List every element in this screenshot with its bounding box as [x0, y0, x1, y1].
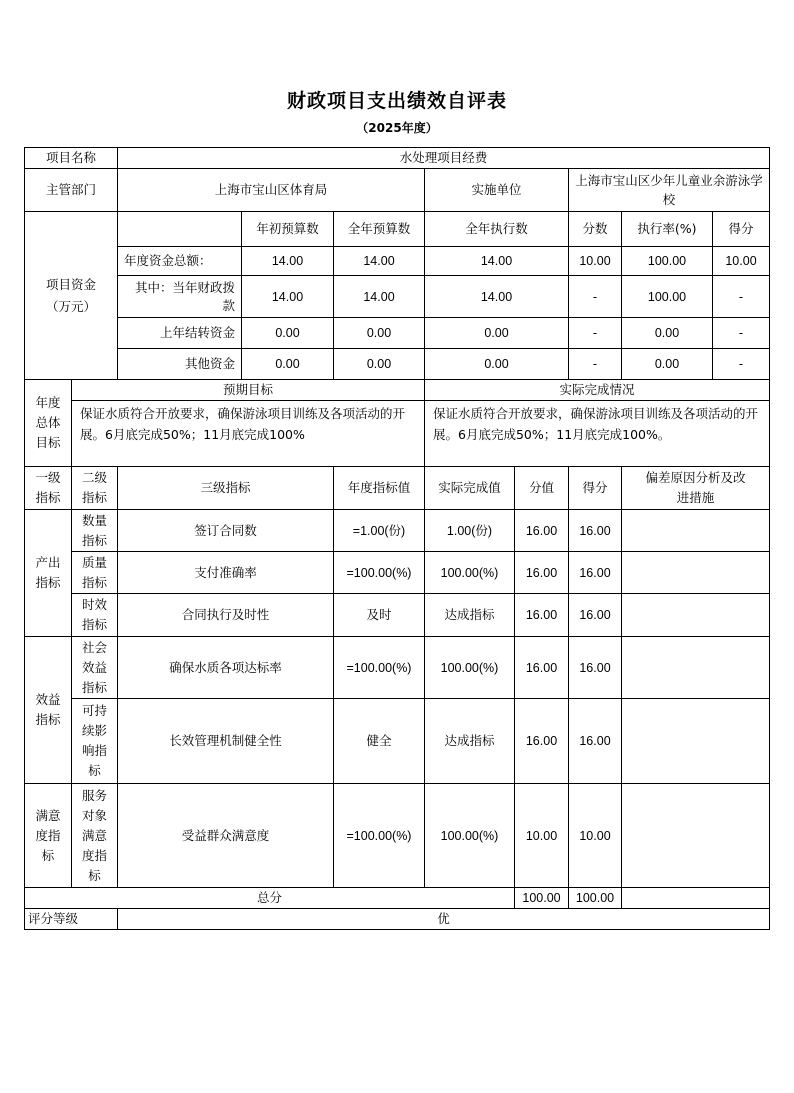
funds-cell: 0.00 [241, 348, 334, 380]
benefit-row-l2-text: 社会效益指标 [81, 639, 107, 695]
benefit-row-l2 [71, 636, 118, 699]
funds-cell: - [568, 348, 622, 380]
satisfaction-row-score: 10.00 [568, 783, 622, 888]
output-row-value: 16.00 [514, 551, 569, 594]
funds-cell: - [712, 317, 770, 349]
funds-cell: 0.00 [424, 348, 569, 380]
benefit-row-target: 健全 [333, 698, 425, 784]
funds-cell: 10.00 [712, 246, 770, 276]
output-row-l3: 支付准确率 [117, 551, 334, 594]
benefit-row-actual: 达成指标 [424, 698, 515, 784]
funds-cell: - [568, 317, 622, 349]
goals-actual-header: 实际完成情况 [424, 379, 770, 401]
output-row-actual: 1.00(份) [424, 509, 515, 552]
benefit-row-score: 16.00 [568, 698, 622, 784]
funds-row-name [117, 275, 242, 318]
output-row-value: 16.00 [514, 593, 569, 637]
output-row-deviation [621, 593, 770, 637]
funds-header-initial: 年初预算数 [241, 211, 334, 247]
impl-value: 上海市宝山区少年儿童业余游泳学校 [568, 168, 770, 212]
ind-header-score-value: 分值 [514, 466, 569, 510]
funds-cell: - [712, 275, 770, 318]
ind-header-deviation-text: 偏差原因分析及改进措施 [645, 470, 746, 505]
output-row-l2-text: 质量指标 [81, 554, 107, 590]
benefit-row-target: =100.00(%) [333, 636, 425, 699]
funds-cell: 100.00 [621, 275, 713, 318]
funds-cell: 0.00 [333, 348, 425, 380]
year-subtitle: （2025年度） [356, 121, 438, 135]
benefit-row-deviation [621, 636, 770, 699]
benefit-row-l2-text: 可持续影响指标 [81, 703, 107, 778]
benefit-row-l2 [71, 698, 118, 784]
benefit-row-value: 16.00 [514, 698, 569, 784]
goals-actual-text: 保证水质符合开放要求，确保游泳项目训练及各项活动的开展。6月底完成50%；11月底完成100%。 [424, 400, 770, 467]
output-row-target: 及时 [333, 593, 425, 637]
funds-header-score: 得分 [712, 211, 770, 247]
ind-header-score: 得分 [568, 466, 622, 510]
satisfaction-row-deviation [621, 783, 770, 888]
satisfaction-row-l2-text: 服务对象满意度指标 [81, 787, 107, 883]
funds-header-points: 分数 [568, 211, 622, 247]
output-row-l3: 签订合同数 [117, 509, 334, 552]
goals-expected-text: 保证水质符合开放要求，确保游泳项目训练及各项活动的开展。6月底完成50%；11月底完成100% [71, 400, 425, 467]
funds-cell: 0.00 [333, 317, 425, 349]
funds-cell: 0.00 [621, 317, 713, 349]
funds-label [24, 211, 118, 380]
output-row-actual: 100.00(%) [424, 551, 515, 594]
funds-cell: 0.00 [621, 348, 713, 380]
satisfaction-row-target: =100.00(%) [333, 783, 425, 888]
goals-label [24, 379, 72, 467]
funds-cell: 14.00 [424, 275, 569, 318]
output-row-l2-text: 时效指标 [81, 597, 107, 632]
grade-label: 评分等级 [24, 908, 118, 930]
funds-row-name-text: 其中：当年财政拨款 [134, 279, 235, 313]
output-row-l2-text: 数量指标 [81, 512, 107, 548]
project-name-value: 水处理项目经费 [117, 147, 770, 169]
ind-header-l2-text: 二级指标 [81, 470, 107, 505]
page-title: 财政项目支出绩效自评表 [286, 90, 507, 112]
funds-cell: 0.00 [241, 317, 334, 349]
funds-header-rate: 执行率(%) [621, 211, 713, 247]
ind-header-l2 [71, 466, 118, 510]
output-row-l3: 合同执行及时性 [117, 593, 334, 637]
output-row-l2 [71, 551, 118, 594]
output-row-score: 16.00 [568, 509, 622, 552]
benefit-row-value: 16.00 [514, 636, 569, 699]
funds-cell: 10.00 [568, 246, 622, 276]
total-deviation-blank [621, 887, 770, 909]
output-row-score: 16.00 [568, 551, 622, 594]
funds-header-full: 全年预算数 [333, 211, 425, 247]
funds-cell: 14.00 [241, 246, 334, 276]
funds-header-executed: 全年执行数 [424, 211, 569, 247]
output-indicator-label-text: 产出指标 [35, 555, 61, 590]
output-row-deviation [621, 551, 770, 594]
output-row-target: =100.00(%) [333, 551, 425, 594]
benefit-row-deviation [621, 698, 770, 784]
funds-cell: 14.00 [333, 246, 425, 276]
output-row-l2 [71, 593, 118, 637]
satisfaction-indicator-label-text: 满意度指标 [35, 807, 61, 863]
goals-expected-header: 预期目标 [71, 379, 425, 401]
output-indicator-label [24, 509, 72, 637]
funds-cell: 14.00 [424, 246, 569, 276]
project-name-label: 项目名称 [24, 147, 118, 169]
funds-header-blank [117, 211, 242, 247]
output-row-deviation [621, 509, 770, 552]
ind-header-l1 [24, 466, 72, 510]
funds-cell: - [568, 275, 622, 318]
satisfaction-indicator-label [24, 783, 72, 888]
output-row-value: 16.00 [514, 509, 569, 552]
benefit-row-l3: 确保水质各项达标率 [117, 636, 334, 699]
dept-value: 上海市宝山区体育局 [117, 168, 425, 212]
satisfaction-row-value: 10.00 [514, 783, 569, 888]
ind-header-deviation [621, 466, 770, 510]
funds-label-text: 项目资金（万元） [45, 276, 96, 314]
total-score: 100.00 [568, 887, 622, 909]
satisfaction-row-l2 [71, 783, 118, 888]
grade-value: 优 [117, 908, 770, 930]
output-row-score: 16.00 [568, 593, 622, 637]
total-value: 100.00 [514, 887, 569, 909]
ind-header-l1-text: 一级指标 [35, 470, 61, 505]
output-row-l2 [71, 509, 118, 552]
output-row-actual: 达成指标 [424, 593, 515, 637]
benefit-row-l3: 长效管理机制健全性 [117, 698, 334, 784]
ind-header-target: 年度指标值 [333, 466, 425, 510]
funds-cell: - [712, 348, 770, 380]
funds-cell: 100.00 [621, 246, 713, 276]
benefit-indicator-label-text: 效益指标 [35, 692, 61, 727]
ind-header-l3: 三级指标 [117, 466, 334, 510]
benefit-row-score: 16.00 [568, 636, 622, 699]
benefit-indicator-label [24, 636, 72, 784]
total-label: 总分 [24, 887, 515, 909]
funds-row-name: 上年结转资金 [117, 317, 242, 349]
goals-label-text: 年度总体目标 [35, 395, 61, 450]
funds-cell: 0.00 [424, 317, 569, 349]
dept-label: 主管部门 [24, 168, 118, 212]
benefit-row-actual: 100.00(%) [424, 636, 515, 699]
funds-cell: 14.00 [241, 275, 334, 318]
impl-label: 实施单位 [424, 168, 569, 212]
ind-header-actual: 实际完成值 [424, 466, 515, 510]
funds-row-name: 其他资金 [117, 348, 242, 380]
satisfaction-row-l3: 受益群众满意度 [117, 783, 334, 888]
output-row-target: =1.00(份) [333, 509, 425, 552]
satisfaction-row-actual: 100.00(%) [424, 783, 515, 888]
funds-cell: 14.00 [333, 275, 425, 318]
funds-row-name: 年度资金总额： [117, 246, 242, 276]
